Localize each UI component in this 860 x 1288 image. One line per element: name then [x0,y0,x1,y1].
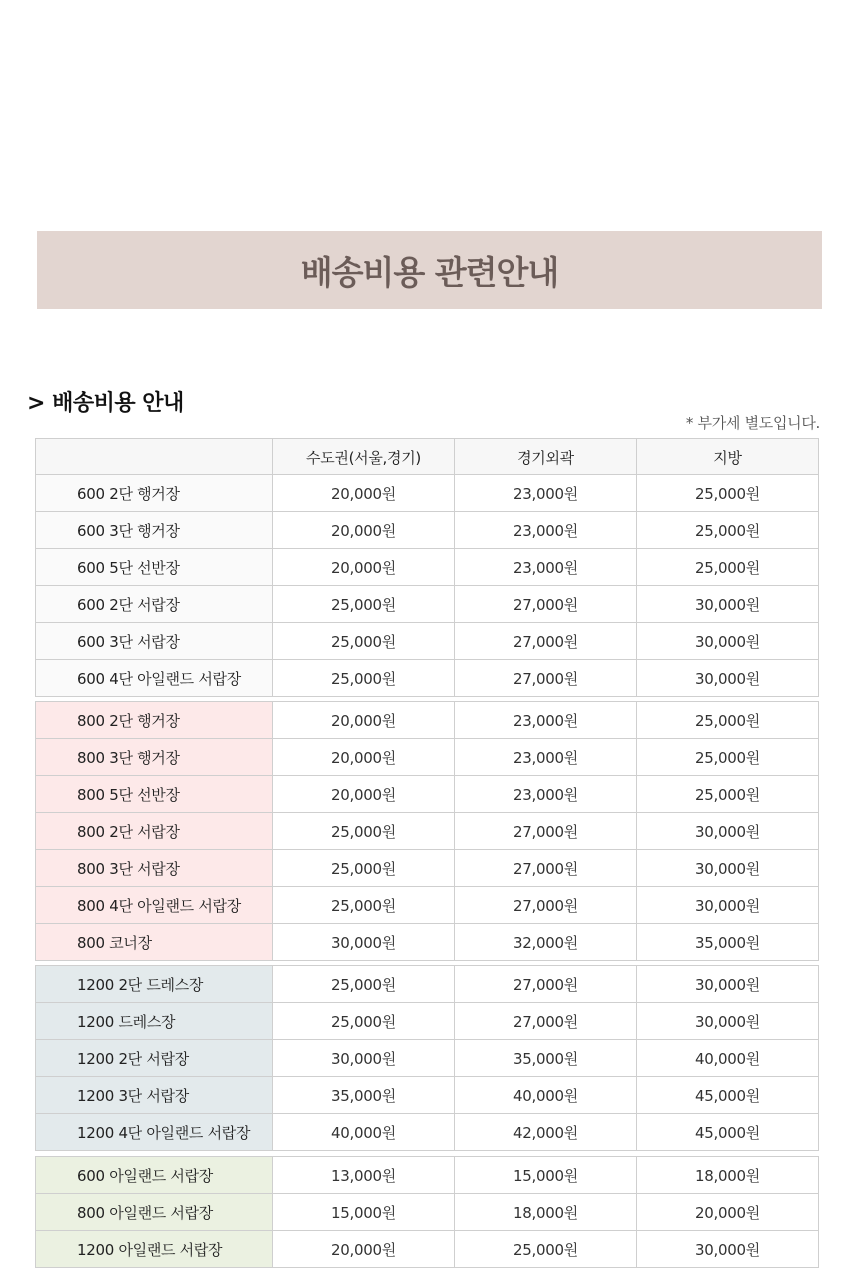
price-cell: 30,000원 [637,850,819,887]
table-row [36,813,819,850]
price-cell: 27,000원 [455,660,637,697]
price-cell: 30,000원 [637,1003,819,1040]
table-row [36,1077,819,1114]
price-cell: 18,000원 [637,1157,819,1194]
price-cell: 20,000원 [273,702,455,739]
price-cell: 15,000원 [273,1194,455,1231]
price-group-1200 [35,965,819,1151]
price-cell: 35,000원 [637,924,819,961]
product-name-cell: 600 2단 행거장 [36,475,273,512]
price-group-800 [35,701,819,961]
table-row [36,924,819,961]
price-cell: 45,000원 [637,1114,819,1151]
price-cell: 27,000원 [455,850,637,887]
table-row [36,966,819,1003]
price-cell: 27,000원 [455,966,637,1003]
price-cell: 25,000원 [637,702,819,739]
price-cell: 25,000원 [637,512,819,549]
table-row [36,512,819,549]
price-cell: 25,000원 [637,475,819,512]
section-title: > 배송비용 안내 [27,391,184,416]
price-cell: 25,000원 [273,887,455,924]
price-cell: 27,000원 [455,887,637,924]
price-cell: 23,000원 [455,549,637,586]
price-cell: 30,000원 [637,586,819,623]
table-row [36,1040,819,1077]
price-cell: 35,000원 [273,1077,455,1114]
product-name-cell: 1200 아일랜드 서랍장 [36,1231,273,1268]
price-cell: 30,000원 [273,1040,455,1077]
table-row [36,623,819,660]
price-cell: 20,000원 [273,549,455,586]
price-cell: 30,000원 [637,813,819,850]
price-cell: 25,000원 [273,660,455,697]
price-cell: 27,000원 [455,813,637,850]
price-group-600 [35,474,819,697]
product-name-cell: 1200 3단 서랍장 [36,1077,273,1114]
table-row [36,1231,819,1268]
product-name-cell: 600 2단 서랍장 [36,586,273,623]
price-cell: 25,000원 [273,1003,455,1040]
price-cell: 23,000원 [455,702,637,739]
product-name-cell: 800 아일랜드 서랍장 [36,1194,273,1231]
product-name-cell: 600 아일랜드 서랍장 [36,1157,273,1194]
banner-title: 배송비용 관련안내 [300,252,559,292]
table-row [36,586,819,623]
price-cell: 27,000원 [455,1003,637,1040]
product-name-cell: 600 3단 행거장 [36,512,273,549]
price-cell: 25,000원 [637,549,819,586]
price-cell: 23,000원 [455,475,637,512]
product-name-cell: 800 3단 서랍장 [36,850,273,887]
price-cell: 45,000원 [637,1077,819,1114]
product-name-cell: 1200 4단 아일랜드 서랍장 [36,1114,273,1151]
price-cell: 13,000원 [273,1157,455,1194]
price-cell: 40,000원 [637,1040,819,1077]
price-cell: 25,000원 [273,586,455,623]
price-cell: 40,000원 [455,1077,637,1114]
price-cell: 40,000원 [273,1114,455,1151]
price-cell: 30,000원 [273,924,455,961]
table-row [36,1194,819,1231]
price-cell: 27,000원 [455,623,637,660]
product-name-cell: 600 3단 서랍장 [36,623,273,660]
table-row [36,660,819,697]
price-cell: 15,000원 [455,1157,637,1194]
price-cell: 20,000원 [273,1231,455,1268]
table-row [36,850,819,887]
table-row [36,1003,819,1040]
header-row [36,439,819,476]
product-name-cell: 800 3단 행거장 [36,739,273,776]
price-cell: 20,000원 [637,1194,819,1231]
price-cell: 20,000원 [273,512,455,549]
vat-note: * 부가세 별도입니다. [685,414,820,432]
price-cell: 30,000원 [637,623,819,660]
price-cell: 25,000원 [637,776,819,813]
price-cell: 20,000원 [273,776,455,813]
price-cell: 18,000원 [455,1194,637,1231]
product-name-cell: 600 4단 아일랜드 서랍장 [36,660,273,697]
price-cell: 30,000원 [637,887,819,924]
table-row [36,549,819,586]
table-row [36,702,819,739]
price-table-header [35,438,819,476]
price-cell: 25,000원 [273,623,455,660]
product-name-cell: 1200 2단 서랍장 [36,1040,273,1077]
product-name-cell: 800 코너장 [36,924,273,961]
header-cell-provinces: 지방 [637,439,819,476]
table-row [36,475,819,512]
header-cell-capital-area: 수도권(서울,경기) [273,439,455,476]
table-row [36,776,819,813]
header-cell-product [36,439,273,476]
price-cell: 27,000원 [455,586,637,623]
price-cell: 32,000원 [455,924,637,961]
product-name-cell: 800 2단 행거장 [36,702,273,739]
price-group-island [35,1156,819,1268]
table-row [36,1114,819,1151]
banner [37,231,822,309]
price-cell: 25,000원 [273,966,455,1003]
product-name-cell: 1200 2단 드레스장 [36,966,273,1003]
price-cell: 23,000원 [455,739,637,776]
product-name-cell: 1200 드레스장 [36,1003,273,1040]
price-cell: 30,000원 [637,1231,819,1268]
price-cell: 35,000원 [455,1040,637,1077]
product-name-cell: 800 2단 서랍장 [36,813,273,850]
price-cell: 25,000원 [637,739,819,776]
price-cell: 23,000원 [455,776,637,813]
product-name-cell: 600 5단 선반장 [36,549,273,586]
table-row [36,739,819,776]
price-cell: 25,000원 [455,1231,637,1268]
price-cell: 25,000원 [273,850,455,887]
price-cell: 30,000원 [637,660,819,697]
price-cell: 42,000원 [455,1114,637,1151]
price-cell: 23,000원 [455,512,637,549]
product-name-cell: 800 5단 선반장 [36,776,273,813]
price-cell: 30,000원 [637,966,819,1003]
product-name-cell: 800 4단 아일랜드 서랍장 [36,887,273,924]
table-row [36,887,819,924]
price-cell: 20,000원 [273,475,455,512]
price-cell: 20,000원 [273,739,455,776]
price-cell: 25,000원 [273,813,455,850]
header-cell-gyeonggi-outskirts: 경기외곽 [455,439,637,476]
table-row [36,1157,819,1194]
